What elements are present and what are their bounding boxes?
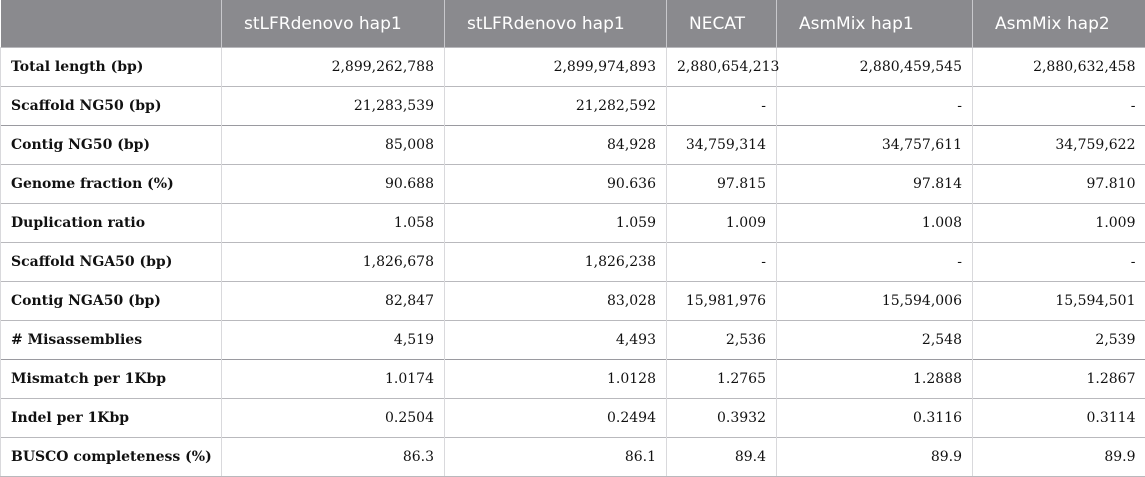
row-label: Indel per 1Kbp (1, 399, 222, 438)
row-label: Contig NGA50 (bp) (1, 282, 222, 321)
row-label: Scaffold NG50 (bp) (1, 87, 222, 126)
table-cell: 97.810 (973, 165, 1145, 204)
table-cell: 15,594,006 (777, 282, 973, 321)
table-cell: 1,826,238 (445, 243, 667, 282)
table-row (1, 243, 1145, 282)
header-cell-necat: NECAT (667, 0, 777, 48)
table-cell: 83,028 (445, 282, 667, 321)
header-cell-asmmix-hap2: AsmMix hap2 (973, 0, 1145, 48)
row-label: # Misassemblies (1, 321, 222, 360)
table-row (1, 165, 1145, 204)
table-cell: 2,536 (667, 321, 777, 360)
header-cell-asmmix-hap1: AsmMix hap1 (777, 0, 973, 48)
row-label: Scaffold NGA50 (bp) (1, 243, 222, 282)
table-cell: 89.4 (667, 438, 777, 477)
table-row (1, 87, 1145, 126)
table-cell: 2,880,459,545 (777, 48, 973, 87)
table-row (1, 438, 1145, 477)
table-cell: 2,880,632,458 (973, 48, 1145, 87)
table-cell: 1.009 (667, 204, 777, 243)
table-cell: 2,899,974,893 (445, 48, 667, 87)
table-cell: 2,880,654,213 (667, 48, 777, 87)
table-cell: 1.2765 (667, 360, 777, 399)
table-cell: 1.058 (222, 204, 445, 243)
table-cell: 1.0128 (445, 360, 667, 399)
table-cell: 0.3116 (777, 399, 973, 438)
table-cell: 1.008 (777, 204, 973, 243)
header-cell-empty (1, 0, 222, 48)
table-cell: 34,757,611 (777, 126, 973, 165)
table-cell: 1,826,678 (222, 243, 445, 282)
table-cell: 82,847 (222, 282, 445, 321)
table-cell: 0.2504 (222, 399, 445, 438)
row-label: BUSCO completeness (%) (1, 438, 222, 477)
table-cell: 89.9 (777, 438, 973, 477)
row-label: Mismatch per 1Kbp (1, 360, 222, 399)
row-label: Total length (bp) (1, 48, 222, 87)
table-cell: 21,283,539 (222, 87, 445, 126)
table-row (1, 126, 1145, 165)
table-row (1, 282, 1145, 321)
table-cell: 1.009 (973, 204, 1145, 243)
table-cell: 0.3932 (667, 399, 777, 438)
table-cell: - (777, 243, 973, 282)
table-row (1, 399, 1145, 438)
table-row (1, 204, 1145, 243)
table-cell: 2,539 (973, 321, 1145, 360)
table-cell: 4,493 (445, 321, 667, 360)
table-cell: 15,981,976 (667, 282, 777, 321)
table-cell: 86.1 (445, 438, 667, 477)
table-cell: 0.3114 (973, 399, 1145, 438)
table-cell: 21,282,592 (445, 87, 667, 126)
table-row (1, 321, 1145, 360)
table-cell: 0.2494 (445, 399, 667, 438)
table-cell: 4,519 (222, 321, 445, 360)
table-cell: 90.688 (222, 165, 445, 204)
table-cell: 97.815 (667, 165, 777, 204)
table-cell: 1.0174 (222, 360, 445, 399)
table-row (1, 48, 1145, 87)
table-row (1, 360, 1145, 399)
table-cell: 1.2867 (973, 360, 1145, 399)
table-cell: 2,899,262,788 (222, 48, 445, 87)
table-cell: - (667, 87, 777, 126)
table-cell: 34,759,622 (973, 126, 1145, 165)
table-cell: - (973, 243, 1145, 282)
table-cell: 90.636 (445, 165, 667, 204)
row-label: Genome fraction (%) (1, 165, 222, 204)
table-cell: 86.3 (222, 438, 445, 477)
table-cell: 15,594,501 (973, 282, 1145, 321)
table-cell: 2,548 (777, 321, 973, 360)
header-cell-stlfrdenovo-hap1-second: stLFRdenovo hap1 (445, 0, 667, 48)
table-cell: 89.9 (973, 438, 1145, 477)
table-cell: 84,928 (445, 126, 667, 165)
table-cell: 34,759,314 (667, 126, 777, 165)
row-label: Contig NG50 (bp) (1, 126, 222, 165)
header-cell-stlfrdenovo-hap1: stLFRdenovo hap1 (222, 0, 445, 48)
table-cell: 85,008 (222, 126, 445, 165)
table-cell: - (667, 243, 777, 282)
table-cell: 97.814 (777, 165, 973, 204)
table-cell: 1.2888 (777, 360, 973, 399)
row-label: Duplication ratio (1, 204, 222, 243)
table-cell: 1.059 (445, 204, 667, 243)
table-cell: - (973, 87, 1145, 126)
header-row (1, 0, 1145, 48)
table-cell: - (777, 87, 973, 126)
